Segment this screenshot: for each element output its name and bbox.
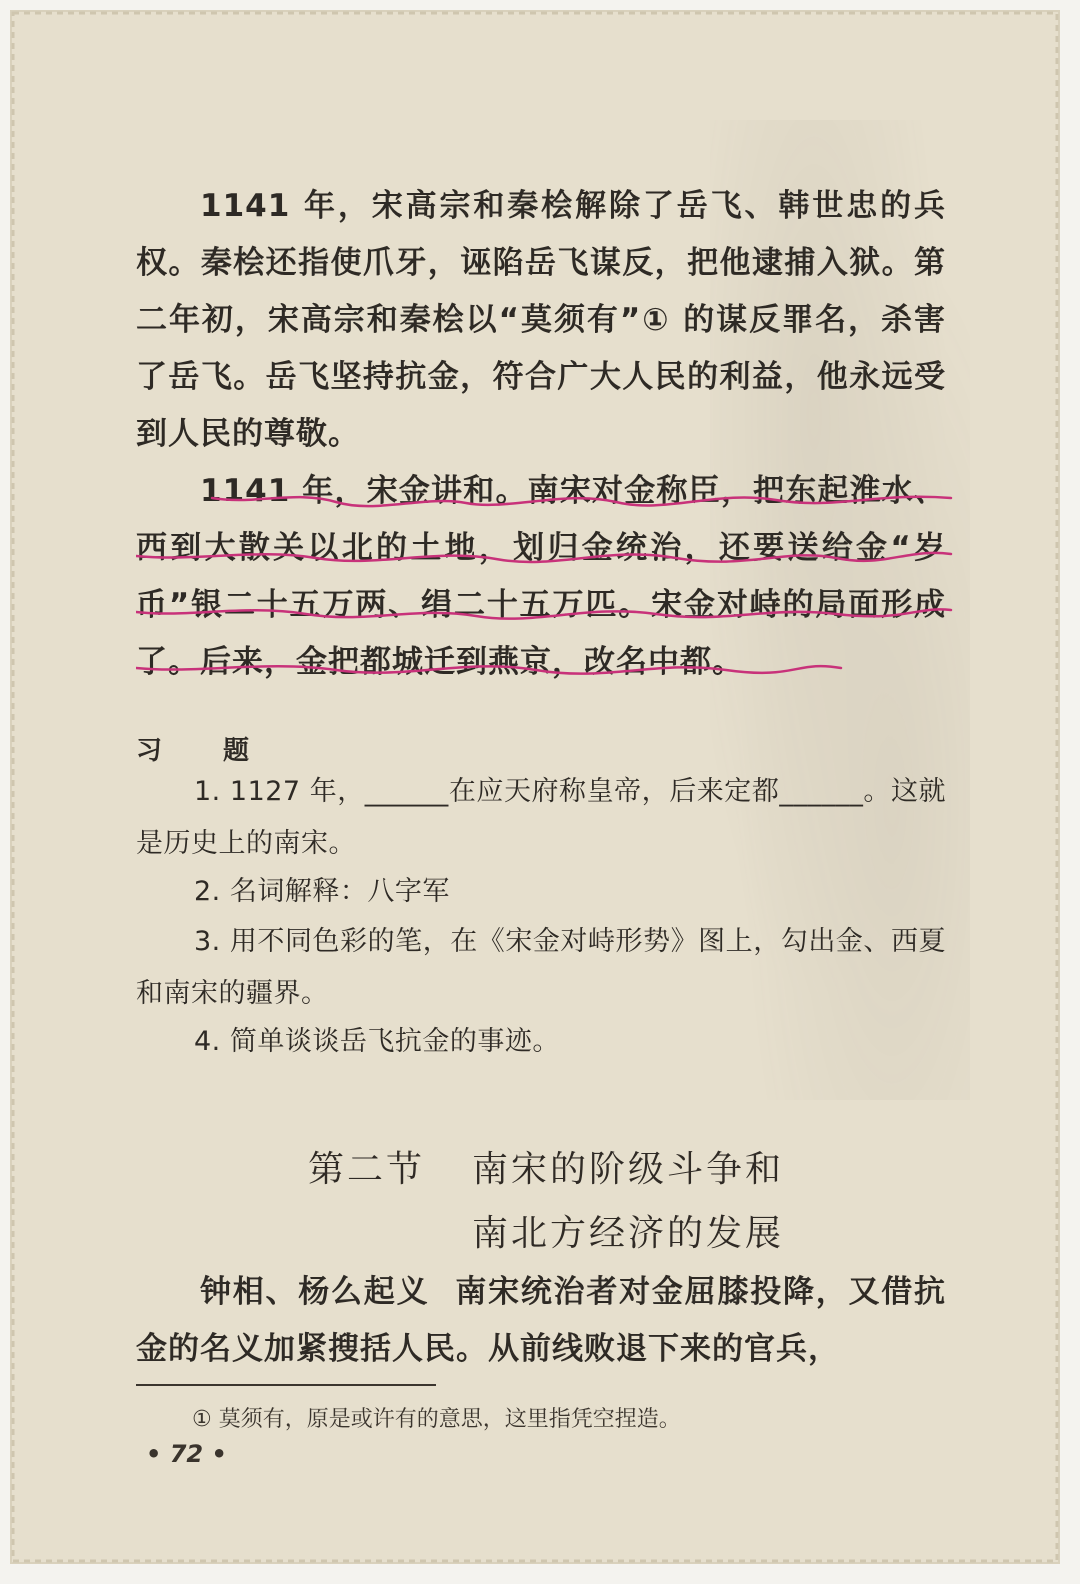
paragraph-yuefei: 1141 年，宋高宗和秦桧解除了岳飞、韩世忠的兵权。秦桧还指使爪牙，诬陷岳飞谋反，把他逮捕入狱。第二年初，宋高宗和秦桧以“莫须有”① 的谋反罪名，杀害了岳飞。岳飞坚持抗金，符合广大人民的利益，他永远受到人民的尊敬。 <box>136 188 946 452</box>
paragraph-uprising <box>136 1264 946 1378</box>
footnote: ① 莫须有，原是或许有的意思，这里指凭空捏造。 <box>192 1407 681 1432</box>
section-title-line-1: 南宋的阶级斗争和 <box>472 1149 785 1190</box>
run-in-heading: 钟相、杨么起义 <box>200 1274 430 1310</box>
section-label: 第二节 <box>308 1149 426 1190</box>
exercise-item-3: 3. 用不同色彩的笔，在《宋金对峙形势》图上，勾出金、西夏和南宋的疆界。 <box>136 926 946 1009</box>
paragraph-song-jin-peace: 1141 年，宋金讲和。南宋对金称臣，把东起淮水、西到大散关以北的土地，划归金统治，还要送给金“岁币”银二十五万两、绢二十五万匹。宋金对峙的局面形成了。后来，金把都城迁到燕京，改名中都。 <box>136 473 946 680</box>
exercises-heading: 习 题 <box>136 736 276 766</box>
footnote-rule <box>136 1384 436 1386</box>
section-title-line-2: 南北方经济的发展 <box>472 1213 785 1254</box>
exercise-item-2: 2. 名词解释：八字军 <box>194 876 450 907</box>
exercise-item-1: 1. 1127 年，______在应天府称皇帝，后来定都______。这就是历史上的南宋。 <box>136 776 946 859</box>
exercise-item-4: 4. 简单谈谈岳飞抗金的事迹。 <box>194 1026 560 1057</box>
section-title <box>308 1138 784 1266</box>
page-number: • 72 • <box>146 1440 227 1468</box>
textbook-page-photo <box>10 10 1060 1564</box>
paragraph-uprising-text: 南宋统治者对金屈膝投降，又借抗金的名义加紧搜括人民。从前线败退下来的官兵， <box>136 1274 947 1367</box>
